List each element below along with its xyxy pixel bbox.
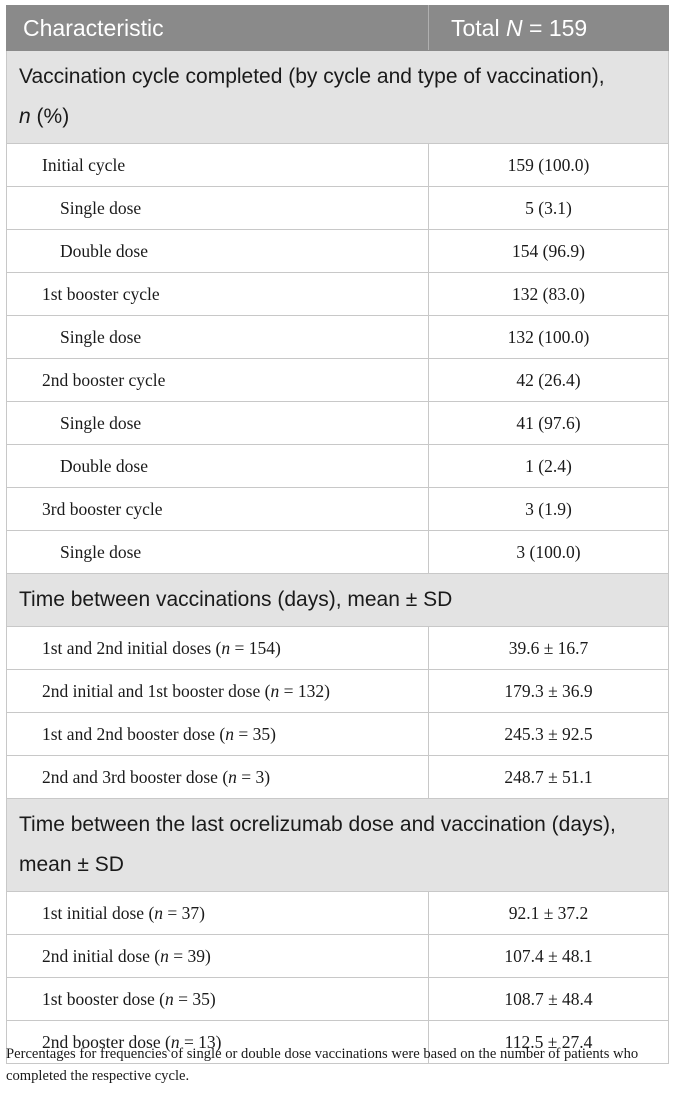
table-row: 1st initial dose (n = 37) 92.1 ± 37.2 <box>7 892 669 935</box>
section-header <box>7 574 669 627</box>
table-row: 1st and 2nd initial doses (n = 154) 39.6 ± 16.7 <box>7 627 669 670</box>
table-row: 2nd initial and 1st booster dose (n = 132) 179.3 ± 36.9 <box>7 670 669 713</box>
section-header: Time between the last ocrelizumab dose and vaccination (days), mean ± SD <box>7 799 669 892</box>
table-row: Single dose 3 (100.0) <box>7 531 669 574</box>
table-row: Single dose 5 (3.1) <box>7 187 669 230</box>
table-row: Double dose 1 (2.4) <box>7 445 669 488</box>
table-row: 2nd initial dose (n = 39) 107.4 ± 48.1 <box>7 935 669 978</box>
table-row: 1st and 2nd booster dose (n = 35) 245.3 ± 92.5 <box>7 713 669 756</box>
table-row: 2nd booster dose (n = 13) 112.5 ± 27.4 <box>7 1021 669 1064</box>
section-title: Time between vaccinations (days), mean ± SD <box>7 574 669 627</box>
footnote: Percentages for frequencies of single or double dose vaccinations were based on the number of patients who completed the respective cycle. <box>6 1046 639 1084</box>
table-row: 3rd booster cycle 3 (1.9) <box>7 488 669 531</box>
table-row: Initial cycle 159 (100.0) <box>7 144 669 187</box>
table-row: Single dose 41 (97.6) <box>7 402 669 445</box>
table-row: Double dose 154 (96.9) <box>7 230 669 273</box>
table-row: 2nd and 3rd booster dose (n = 3) 248.7 ± 51.1 <box>7 756 669 799</box>
section-header: Vaccination cycle completed (by cycle and type of vaccination), n (%) <box>7 51 669 144</box>
table-header <box>7 6 669 51</box>
section-title: Time between the last ocrelizumab dose and vaccination (days), <box>19 813 616 836</box>
header-characteristic: Characteristic <box>7 6 429 51</box>
table-row: Single dose 132 (100.0) <box>7 316 669 359</box>
table-row: 1st booster dose (n = 35) 108.7 ± 48.4 <box>7 978 669 1021</box>
table-row: 2nd booster cycle 42 (26.4) <box>7 359 669 402</box>
section-title: Vaccination cycle completed (by cycle and type of vaccination), <box>19 65 605 88</box>
table-row: 1st booster cycle 132 (83.0) <box>7 273 669 316</box>
vaccination-table <box>6 5 669 1064</box>
header-total: Total N = 159 <box>429 6 669 51</box>
